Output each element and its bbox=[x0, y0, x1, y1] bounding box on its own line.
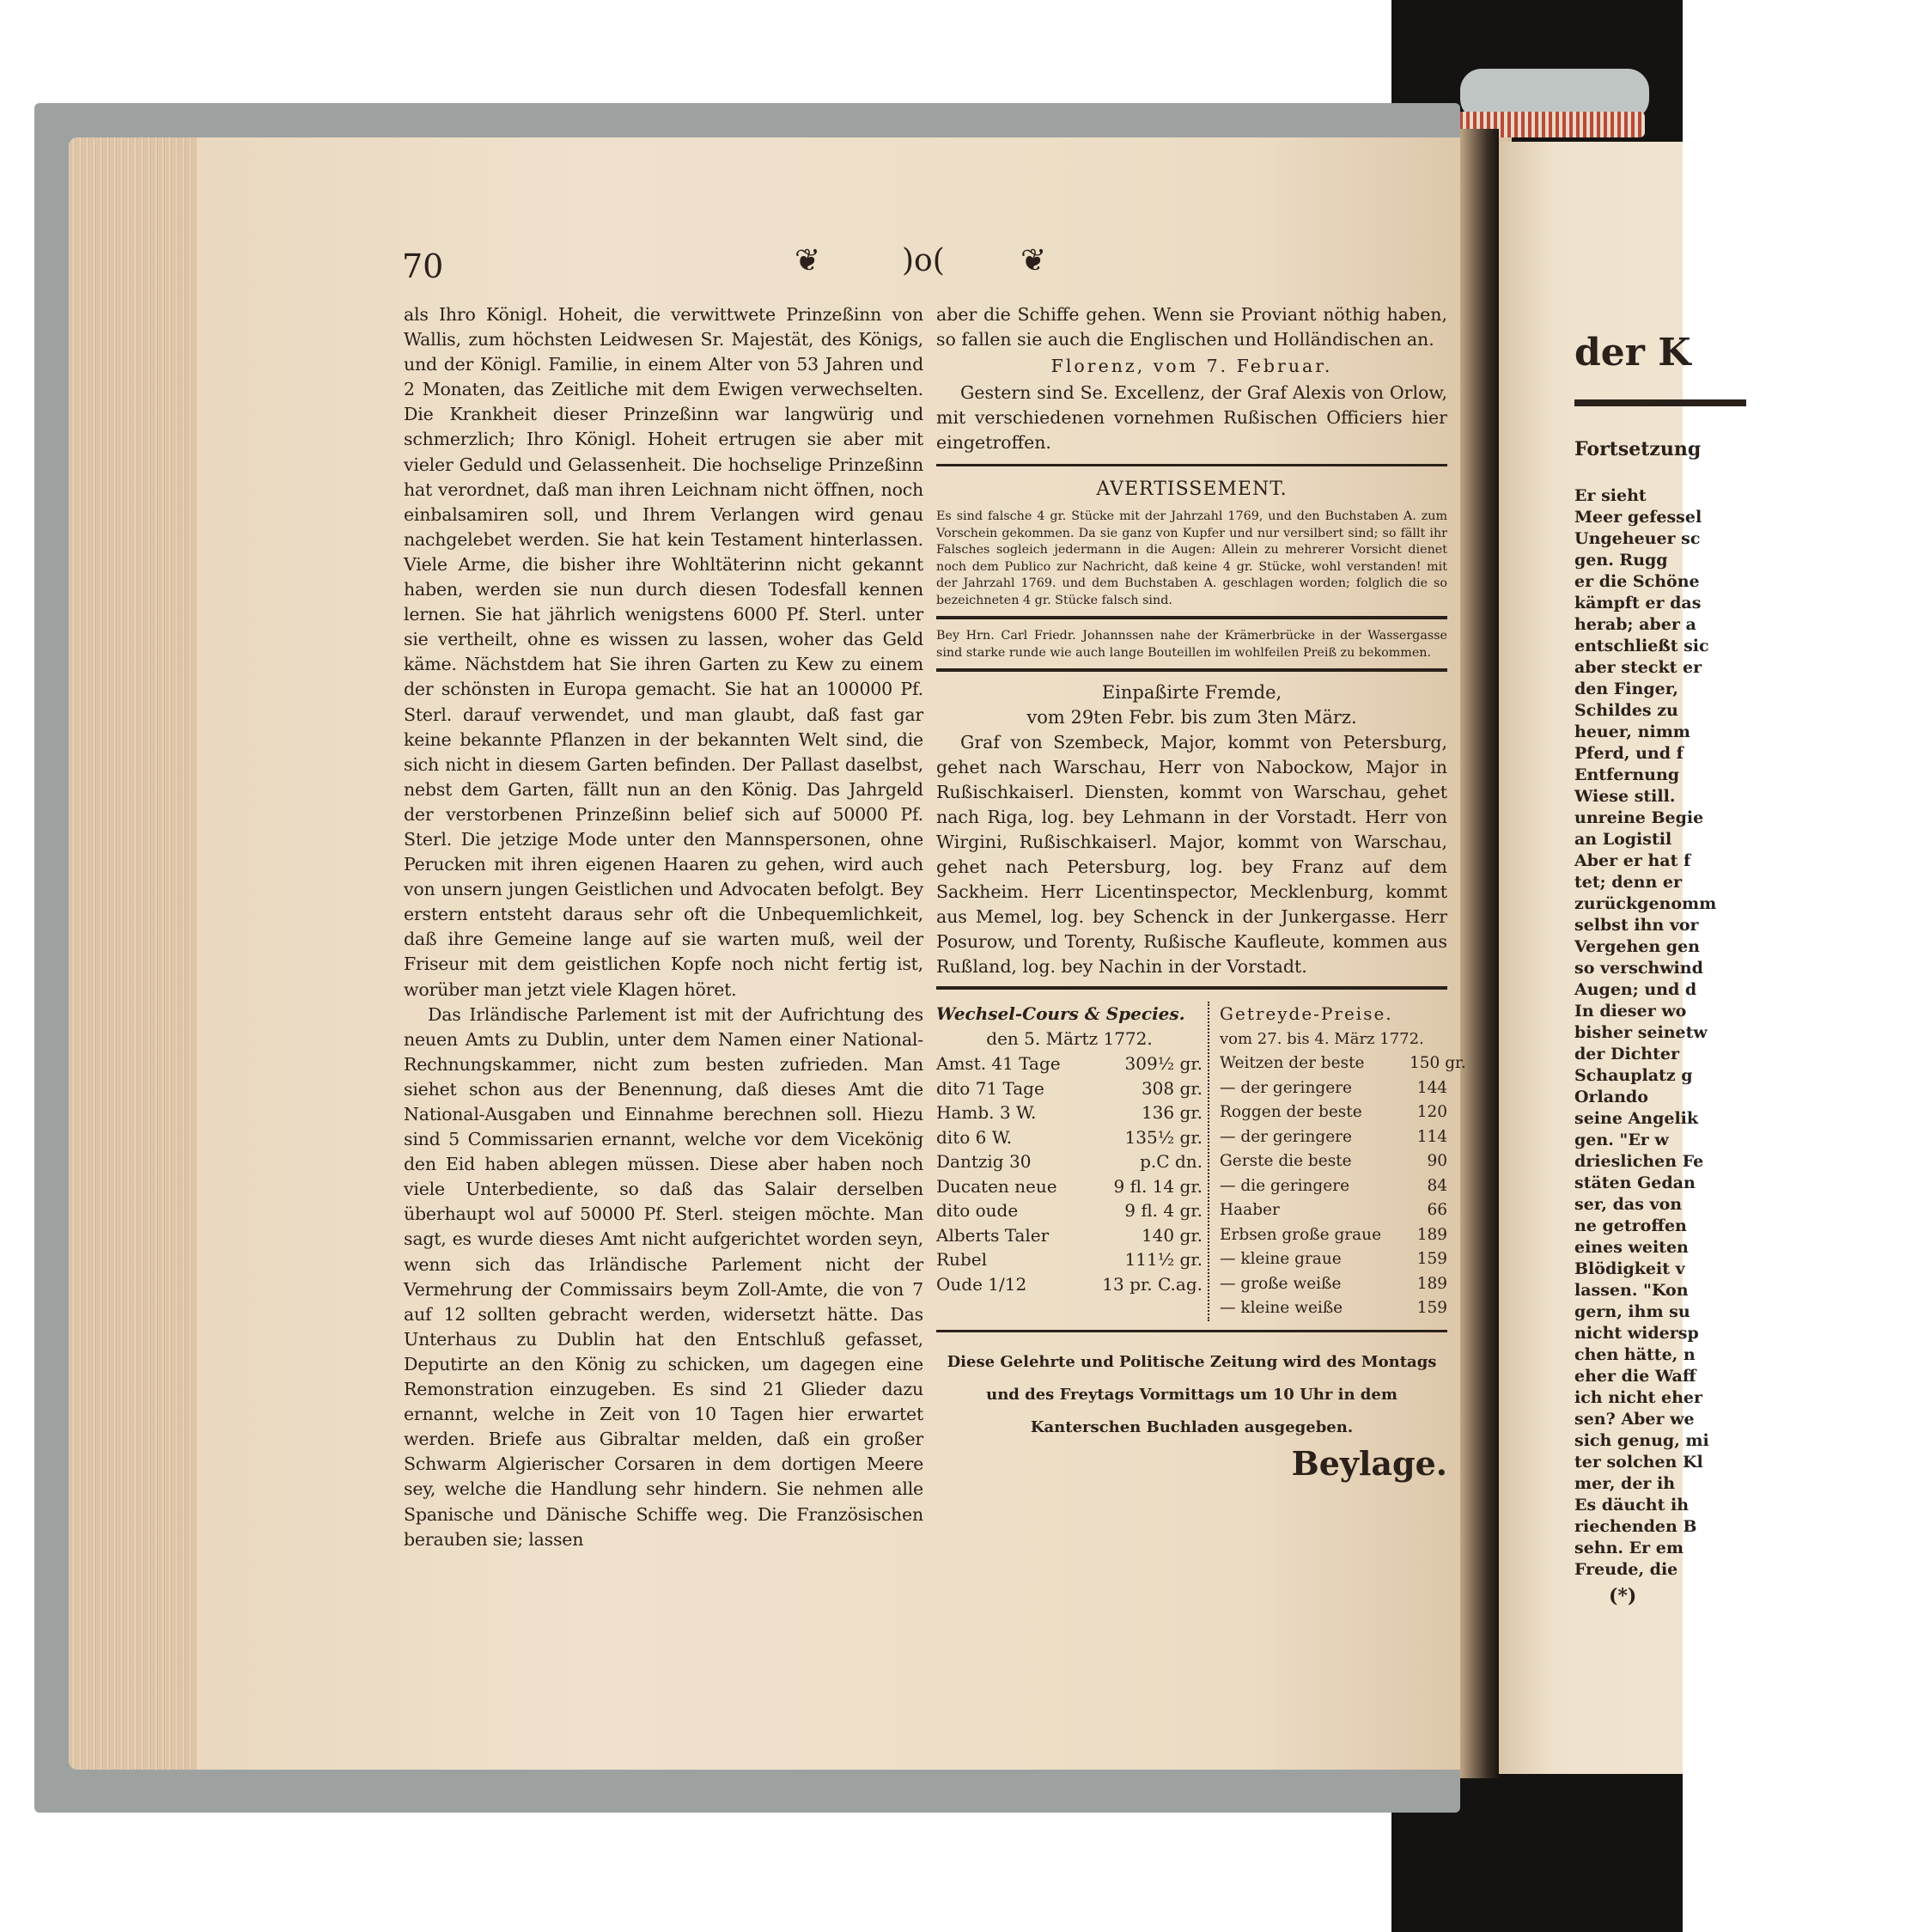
price-tables bbox=[936, 1002, 1466, 1321]
exchange-label: Ducaten neue bbox=[936, 1175, 1057, 1197]
right-page-line: bisher seinetw bbox=[1574, 1023, 1708, 1042]
grain-label: Weitzen der beste bbox=[1220, 1054, 1365, 1072]
right-page-heading: der K bbox=[1574, 331, 1691, 375]
right-page-line: Orlando bbox=[1574, 1088, 1648, 1106]
advertisement-text: Bey Hrn. Carl Friedr. Johannssen nahe der Krämerbrücke in der Wassergasse sind starke runde wie auch lange Bouteillen im wohlfeilen Preiß zu bekommen. bbox=[936, 629, 1447, 660]
divider bbox=[936, 668, 1447, 672]
exchange-label: Alberts Taler bbox=[936, 1224, 1050, 1246]
right-page-line: ter solchen Kl bbox=[1574, 1453, 1703, 1472]
grain-value: 66 bbox=[1427, 1201, 1447, 1219]
grain-value: 90 bbox=[1427, 1152, 1447, 1170]
right-page-subheading: Fortsetzung bbox=[1574, 438, 1702, 460]
grain-row bbox=[1220, 1149, 1447, 1174]
grain-row bbox=[1220, 1100, 1447, 1125]
right-page-line: Schauplatz g bbox=[1574, 1066, 1693, 1085]
fremde-text: Graf von Szembeck, Major, kommt von Petersburg, gehet nach Warschau, Herr von Nabockow, Major in Rußischkaiserl. Diensten, kommt von Warschau, gehet nach Riga, log. bey Lehmann in der Vorstadt. Herr von Wirgini, Rußischkaiserl. Major, kommt von Warschau, gehet nach Petersburg, log. bey Franz auf dem Sackheim. Herr Licentinspector, Mecklenburg, kommt aus Memel, log. bey Schenck in der Junkergasse. Herr Posurow, und Torenty, Rußische Kaufleute, kommen aus Rußland, log. bey Nachin in der Vorstadt. bbox=[936, 732, 1447, 977]
right-page-line: Vergehen gen bbox=[1574, 937, 1700, 956]
article-ireland: Das Irländische Parlement ist mit der Aufrichtung des neuen Amts zu Dublin, unter dem Namen einer National-Rechnungskammer, nicht zum besten zufrieden. Man siehet schon aus der Benennung, daß dieses Amt die National-Ausgaben und Einnahme berechnen soll. Hiezu sind 5 Commissarien ernannt, welche vor dem Vicekönig den Eid haben ablegen müssen. Diese aber haben noch viele Unterbediente, so daß das Salair derselben überhaupt wol auf 50000 Pf. Sterl. steigen möchte. Man sagt, es wurde dieses Amt nicht aufgerichtet worden seyn, wenn sich das Irländische Parlement nicht der Vermehrung der Commissairs beym Zoll-Amte, die von 7 auf 12 sollten gebracht werden, widersetzt hätte. Das Unterhaus zu Dublin hat den Entschluß gefasset, Deputirte an den König zu schicken, um dagegen eine Remonstration einzugeben. Es sind 21 Glieder dazu ernannt, welche in Zeit von 10 Tagen hier erwartet werden. Briefe aus Gibraltar melden, daß ein großer Schwarm Algierischer Corsaren in dem dortigen Meere sey, welche die Handlung sehr hindern. Sie nehmen alle Spanische und Dänische Schiffe weg. Die Französischen berauben sie; lassen bbox=[404, 1003, 923, 1550]
right-page-line: eher die Waff bbox=[1574, 1367, 1696, 1386]
right-page-line: den Finger, bbox=[1574, 680, 1678, 698]
fremde-title bbox=[936, 680, 1447, 730]
right-page-line: Augen; und d bbox=[1574, 980, 1697, 999]
shell-ornament-icon: ❦ bbox=[1020, 243, 1047, 278]
right-page-line: ne getroffen bbox=[1574, 1216, 1687, 1235]
grain-value: 114 bbox=[1416, 1127, 1447, 1146]
exchange-label: dito 71 Tage bbox=[936, 1077, 1044, 1099]
exchange-value: 136 gr. bbox=[1141, 1102, 1203, 1123]
grain-value: 159 bbox=[1416, 1299, 1447, 1317]
right-page-line: sehn. Er em bbox=[1574, 1539, 1684, 1557]
grain-label: — die geringere bbox=[1220, 1176, 1350, 1195]
right-page-line: Er sieht bbox=[1574, 486, 1647, 505]
right-column bbox=[936, 302, 1466, 1483]
grain-value: 84 bbox=[1427, 1176, 1447, 1195]
right-page-line: ser, das von bbox=[1574, 1195, 1683, 1214]
grain-value: 150 gr. bbox=[1410, 1054, 1466, 1072]
grain-value: 120 bbox=[1416, 1103, 1447, 1121]
right-page-line: kämpft er das bbox=[1574, 594, 1702, 613]
grain-row bbox=[1220, 1051, 1466, 1076]
right-page-line: gen. "Er w bbox=[1574, 1131, 1669, 1149]
right-page-line: riechenden B bbox=[1574, 1517, 1697, 1536]
grain-row bbox=[1220, 1198, 1447, 1223]
page-number: 70 bbox=[402, 247, 444, 285]
article-london: als Ihro Königl. Hoheit, die verwittwete Prinzeßinn von Wallis, zum höchsten Leidwesen Sr. Majestät, des Königs, und der Königl. Familie, in einem Alter von 53 Jahren und 2 Monaten, das Zeitliche mit dem Ewigen verwechselten. Die Krankheit dieser Prinzeßinn war langwürig und schmerzlich; Ihro Königl. Hoheit ertrugen sie aber mit vieler Geduld und Gelassenheit. Die hochselige Prinzeßinn hat verordnet, daß man ihren Leichnam nicht öffnen, noch einbalsamiren soll, und Ihrem Verlangen wird genau nachgelebet werden. Sie hat kein Testament hinterlassen. Viele Arme, die bisher ihre Wohltäterinn nicht gekannt haben, werden sie nun durch diesen Todesfall kennen lernen. Sie hat jährlich wenigstens 6000 Pf. Sterl. unter sie vertheilt, ohne es wissen zu lassen, woher das Geld käme. Nächstdem hat Sie ihren Garten zu Kew zu einem der schönsten in Europa gemacht. Sie hat an 100000 Pf. Sterl. darauf verwendet, und man glaubt, daß fast gar keine bekannte Pflanzen in der bekannten Welt sind, die sich nicht in diesem Garten befinden. Der Pallast daselbst, nebst dem Garten, fällt nun an den König. Das Jahrgeld der verstorbenen Prinzeßinn belief sich auf 50000 Pf. Sterl. Die jetzige Mode unter den Mannspersonen, ohne Perucken mit ihren eigenen Haaren zu gehen, wird auch von unsern jungen Geistlichen und Advocaten befolgt. Bey erstern entsteht daraus sehr oft die Unbequemlichkeit, daß ihre Gemeine lange auf sie warten muß, weil der Friseur mit dem geistlichen Kopfe noch nicht fertig ist, worüber man jetzt viele Klagen höret. bbox=[404, 304, 923, 1000]
right-page-line: aber steckt er bbox=[1574, 658, 1702, 677]
exchange-label: dito oude bbox=[936, 1200, 1019, 1221]
right-page-line: selbst ihn vor bbox=[1574, 916, 1699, 935]
grain-value: 144 bbox=[1416, 1078, 1447, 1097]
exchange-label: Amst. 41 Tage bbox=[936, 1053, 1061, 1074]
avertissement-text: Es sind falsche 4 gr. Stücke mit der Jahrzahl 1769, und den Buchstaben A. zum Vorschein gekommen. Da sie ganz von Kupfer und nur versilbert sind; so fällt ihr Falsches sogleich jedermann in die Augen: Allein zu mehrerer Vorsicht dienet noch dem Publico zur Nachricht, daß keine 4 gr. Stücke, wohl verstanden! mit der Jahrzahl 1769. und dem Buchstaben A. geschlagen worden; folglich die so bezeichneten 4 gr. Stücke falsch sind. bbox=[936, 509, 1447, 607]
right-page-line: Entfernung bbox=[1574, 765, 1680, 784]
grain-row bbox=[1220, 1296, 1447, 1321]
right-page-line: Ungeheuer sc bbox=[1574, 529, 1701, 548]
notice-line: und des Freytags Vormittags um 10 Uhr in dem bbox=[986, 1385, 1397, 1404]
grain-value: 189 bbox=[1416, 1274, 1447, 1293]
exchange-row bbox=[936, 1051, 1203, 1076]
right-page-line: Es däucht ih bbox=[1574, 1496, 1690, 1515]
grain-row bbox=[1220, 1076, 1447, 1101]
grain-title: Getreyde-Preise. bbox=[1220, 1003, 1393, 1024]
avertissement-title: AVERTISSEMENT. bbox=[1096, 478, 1288, 500]
florenz-text: Gestern sind Se. Excellenz, der Graf Alexis von Orlow, mit verschiedenen vornehmen Rußischen Officiers hier eingetroffen. bbox=[936, 382, 1447, 453]
right-page-line: heuer, nimm bbox=[1574, 722, 1690, 741]
right-page-line: Meer gefessel bbox=[1574, 508, 1702, 527]
exchange-row bbox=[936, 1198, 1203, 1223]
grain-row bbox=[1220, 1223, 1447, 1248]
grain-label: — kleine weiße bbox=[1220, 1299, 1343, 1317]
exchange-row bbox=[936, 1174, 1203, 1199]
catchword: Beylage. bbox=[1291, 1443, 1447, 1483]
right-page-line: so verschwind bbox=[1574, 959, 1703, 978]
right-page-line: Pferd, und f bbox=[1574, 744, 1684, 763]
exchange-row bbox=[936, 1223, 1203, 1248]
exchange-label: Dantzig 30 bbox=[936, 1151, 1032, 1172]
grain-row bbox=[1220, 1174, 1447, 1199]
grain-label: — kleine graue bbox=[1220, 1250, 1342, 1268]
right-page-line: zurückgenomm bbox=[1574, 894, 1717, 913]
right-page-line: an Logistil bbox=[1574, 830, 1672, 849]
grain-label: — große weiße bbox=[1220, 1274, 1342, 1293]
right-page-line: sich genug, mi bbox=[1574, 1431, 1709, 1450]
exchange-label: Hamb. 3 W. bbox=[936, 1102, 1037, 1123]
right-page-line: tet; denn er bbox=[1574, 873, 1682, 892]
exchange-row bbox=[936, 1125, 1203, 1150]
exchange-rows bbox=[936, 1051, 1203, 1296]
right-page-line: drieslichen Fe bbox=[1574, 1152, 1704, 1171]
fremde-title-line2: vom 29ten Febr. bis zum 3ten März. bbox=[1026, 707, 1357, 728]
grain-row bbox=[1220, 1247, 1447, 1272]
right-page-line: Freude, die bbox=[1574, 1560, 1678, 1579]
exchange-date: den 5. Märtz 1772. bbox=[986, 1028, 1153, 1049]
exchange-row bbox=[936, 1272, 1203, 1297]
exchange-row bbox=[936, 1247, 1203, 1272]
exchange-value: 140 gr. bbox=[1141, 1224, 1203, 1246]
exchange-row bbox=[936, 1100, 1203, 1125]
grain-value: 189 bbox=[1416, 1225, 1447, 1244]
exchange-value: 13 pr. C.ag. bbox=[1102, 1273, 1203, 1295]
exchange-label: Rubel bbox=[936, 1249, 987, 1270]
grain-label: — der geringere bbox=[1220, 1127, 1352, 1146]
right-page-line: Wiese still. bbox=[1574, 787, 1676, 806]
exchange-row bbox=[936, 1076, 1203, 1101]
grain-date: vom 27. bis 4. März 1772. bbox=[1220, 1030, 1424, 1048]
divider bbox=[936, 986, 1447, 990]
right-page-line: gern, ihm su bbox=[1574, 1302, 1690, 1321]
exchange-title: Wechsel-Cours & Species. bbox=[936, 1003, 1185, 1024]
grain-label: Haaber bbox=[1220, 1201, 1280, 1219]
grain-row bbox=[1220, 1272, 1447, 1297]
exchange-label: dito 6 W. bbox=[936, 1126, 1013, 1148]
right-page-line: sen? Aber we bbox=[1574, 1410, 1695, 1429]
exchange-value: p.C dn. bbox=[1140, 1151, 1203, 1172]
exchange-label: Oude 1/12 bbox=[936, 1273, 1027, 1295]
grain-label: Erbsen große graue bbox=[1220, 1225, 1382, 1244]
exchange-value: 308 gr. bbox=[1141, 1077, 1203, 1099]
divider bbox=[936, 616, 1447, 619]
fremde-title-line1: Einpaßirte Fremde, bbox=[1101, 682, 1282, 703]
grain-price-table bbox=[1209, 1002, 1466, 1321]
right-page-line: In dieser wo bbox=[1574, 1002, 1687, 1021]
right-page-line: herab; aber a bbox=[1574, 615, 1696, 634]
exchange-row bbox=[936, 1149, 1203, 1174]
right-page-line: eines weiten bbox=[1574, 1238, 1689, 1257]
exchange-value: 135½ gr. bbox=[1124, 1126, 1203, 1148]
right-page-footer: (*) bbox=[1609, 1585, 1637, 1607]
right-page-line: Schildes zu bbox=[1574, 701, 1678, 720]
right-page-line: seine Angelik bbox=[1574, 1109, 1699, 1128]
notice-line: Kanterschen Buchladen ausgegeben. bbox=[1030, 1417, 1354, 1436]
publication-notice bbox=[936, 1346, 1447, 1444]
right-page-line: chen hätte, n bbox=[1574, 1345, 1696, 1364]
grain-value: 159 bbox=[1416, 1250, 1447, 1268]
grain-rows bbox=[1220, 1051, 1466, 1321]
notice-line: Diese Gelehrte und Politische Zeitung wird des Montags bbox=[947, 1352, 1437, 1371]
exchange-value: 9 fl. 14 gr. bbox=[1113, 1175, 1203, 1197]
grain-label: Roggen der beste bbox=[1220, 1103, 1362, 1121]
exchange-value: 9 fl. 4 gr. bbox=[1124, 1200, 1203, 1221]
right-page-line: er die Schöne bbox=[1574, 572, 1700, 591]
scroll-ornament-icon: )o( bbox=[902, 243, 945, 278]
right-page-line: Aber er hat f bbox=[1574, 851, 1691, 870]
exchange-table bbox=[936, 1002, 1209, 1321]
exchange-value: 111½ gr. bbox=[1124, 1249, 1203, 1270]
right-page-line: mer, der ih bbox=[1574, 1474, 1676, 1493]
grain-label: — der geringere bbox=[1220, 1078, 1352, 1097]
right-page-line: lassen. "Kon bbox=[1574, 1281, 1689, 1300]
grain-row bbox=[1220, 1125, 1447, 1150]
article-continuation: aber die Schiffe gehen. Wenn sie Proviant nöthig haben, so fallen sie auch die Englischen und Holländischen an. bbox=[936, 304, 1447, 350]
left-column bbox=[404, 302, 923, 1552]
divider bbox=[936, 1330, 1447, 1332]
divider bbox=[936, 464, 1447, 466]
right-page-line: entschließt sic bbox=[1574, 637, 1709, 655]
shell-ornament-icon: ❦ bbox=[795, 243, 821, 278]
right-page-line: Blödigkeit v bbox=[1574, 1259, 1685, 1278]
right-page-line: unreine Begie bbox=[1574, 808, 1704, 827]
right-page-line: nicht widersp bbox=[1574, 1324, 1699, 1343]
right-page-line: ich nicht eher bbox=[1574, 1388, 1703, 1407]
right-page-line: der Dichter bbox=[1574, 1045, 1679, 1064]
florenz-heading: Florenz, vom 7. Februar. bbox=[1050, 356, 1333, 376]
right-page-line: stäten Gedan bbox=[1574, 1173, 1696, 1192]
grain-label: Gerste die beste bbox=[1220, 1152, 1352, 1170]
exchange-value: 309½ gr. bbox=[1124, 1053, 1203, 1074]
right-page-line: gen. Rugg bbox=[1574, 551, 1668, 570]
